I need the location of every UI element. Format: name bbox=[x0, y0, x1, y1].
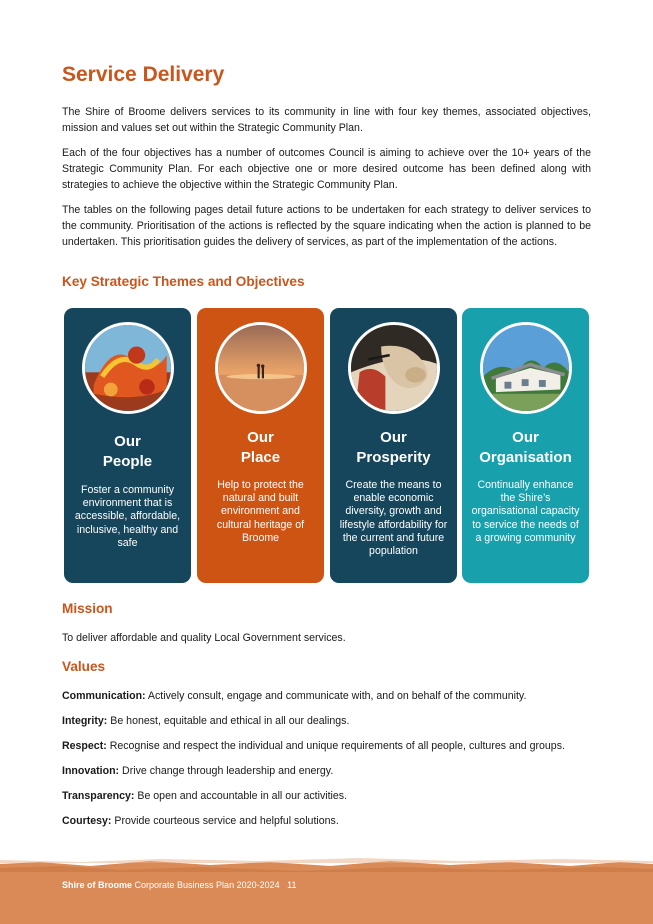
value-term: Respect: bbox=[62, 740, 107, 752]
footer-org: Shire of Broome bbox=[62, 880, 133, 890]
theme-title-line2: Place bbox=[240, 449, 281, 466]
values-list bbox=[62, 689, 602, 839]
value-term: Courtesy: bbox=[62, 815, 112, 827]
mission-text: To deliver affordable and quality Local Government services. bbox=[62, 632, 346, 644]
list-item bbox=[62, 764, 602, 789]
value-term: Communication: bbox=[62, 690, 146, 702]
dragon-festival-photo bbox=[82, 322, 174, 414]
value-text: Recognise and respect the individual and unique requirements of all people, cultures and groups. bbox=[106, 740, 565, 752]
list-item bbox=[62, 814, 602, 839]
intro-paragraph: The tables on the following pages detail future actions to be undertaken for each strategy to deliver services to the community. Prioritisation of the actions is reflected by the square indicating when the action is planned to be undertaken. This prioritisation guides the delivery of services, as part of the implementation of the actions. bbox=[62, 204, 591, 248]
value-text: Actively consult, engage and communicate with, and on behalf of the community. bbox=[145, 690, 527, 702]
themes-cards bbox=[64, 308, 590, 583]
intro-paragraph: Each of the four objectives has a number of outcomes Council is aiming to achieve over the 10+ years of the Strategic Community Plan. For each objective one or more desired outcome has been defined along with strategies to achieve the objective within the Strategic Community Plan. bbox=[62, 147, 591, 191]
value-text: Drive change through leadership and energy. bbox=[119, 765, 334, 777]
theme-description: Help to protect the natural and built environment and cultural heritage of Broome bbox=[216, 479, 305, 544]
shire-building-photo bbox=[480, 322, 572, 414]
value-text: Be honest, equitable and ethical in all our dealings. bbox=[107, 715, 350, 727]
value-text: Provide courteous service and helpful solutions. bbox=[111, 815, 339, 827]
list-item bbox=[62, 789, 602, 814]
intro-paragraph: The Shire of Broome delivers services to its community in line with four key themes, associated objectives, mission and values set out within the Strategic Community Plan. bbox=[62, 106, 591, 134]
page-number: 11 bbox=[287, 880, 297, 890]
page-title: Service Delivery bbox=[62, 63, 225, 86]
theme-card-prosperity bbox=[330, 308, 457, 583]
theme-card-place bbox=[197, 308, 324, 583]
intro-section bbox=[62, 104, 591, 259]
theme-title-line1: Our bbox=[114, 433, 141, 450]
list-item bbox=[62, 739, 602, 764]
value-term: Transparency: bbox=[62, 790, 135, 802]
theme-card-organisation bbox=[462, 308, 589, 583]
theme-title-line1: Our bbox=[512, 429, 539, 446]
theme-description: Continually enhance the Shire’s organisational capacity to service the needs of a growing community bbox=[471, 479, 580, 544]
camel-photo bbox=[348, 322, 440, 414]
value-text: Be open and accountable in all our activities. bbox=[134, 790, 348, 802]
theme-title-line1: Our bbox=[380, 429, 407, 446]
theme-card-people bbox=[64, 308, 191, 583]
values-heading: Values bbox=[62, 659, 106, 674]
theme-description: Foster a community environment that is accessible, affordable, inclusive, healthy and safe bbox=[74, 484, 181, 549]
theme-title-line2: Organisation bbox=[479, 449, 572, 466]
theme-title-line1: Our bbox=[247, 429, 274, 446]
list-item bbox=[62, 689, 602, 714]
footer-doc-title: Corporate Business Plan 2020-2024 bbox=[132, 880, 280, 890]
value-term: Innovation: bbox=[62, 765, 120, 777]
theme-description: Create the means to enable economic diversity, growth and lifestyle affordability for the current and future population bbox=[339, 479, 448, 558]
page-footer bbox=[0, 850, 653, 924]
list-item bbox=[62, 714, 602, 739]
theme-title-line2: Prosperity bbox=[356, 449, 431, 466]
beach-sunset-photo bbox=[215, 322, 307, 414]
footer-text bbox=[62, 880, 296, 890]
themes-heading: Key Strategic Themes and Objectives bbox=[62, 274, 305, 289]
mission-heading: Mission bbox=[62, 601, 113, 616]
value-term: Integrity: bbox=[62, 715, 108, 727]
theme-title-line2: People bbox=[102, 453, 153, 470]
